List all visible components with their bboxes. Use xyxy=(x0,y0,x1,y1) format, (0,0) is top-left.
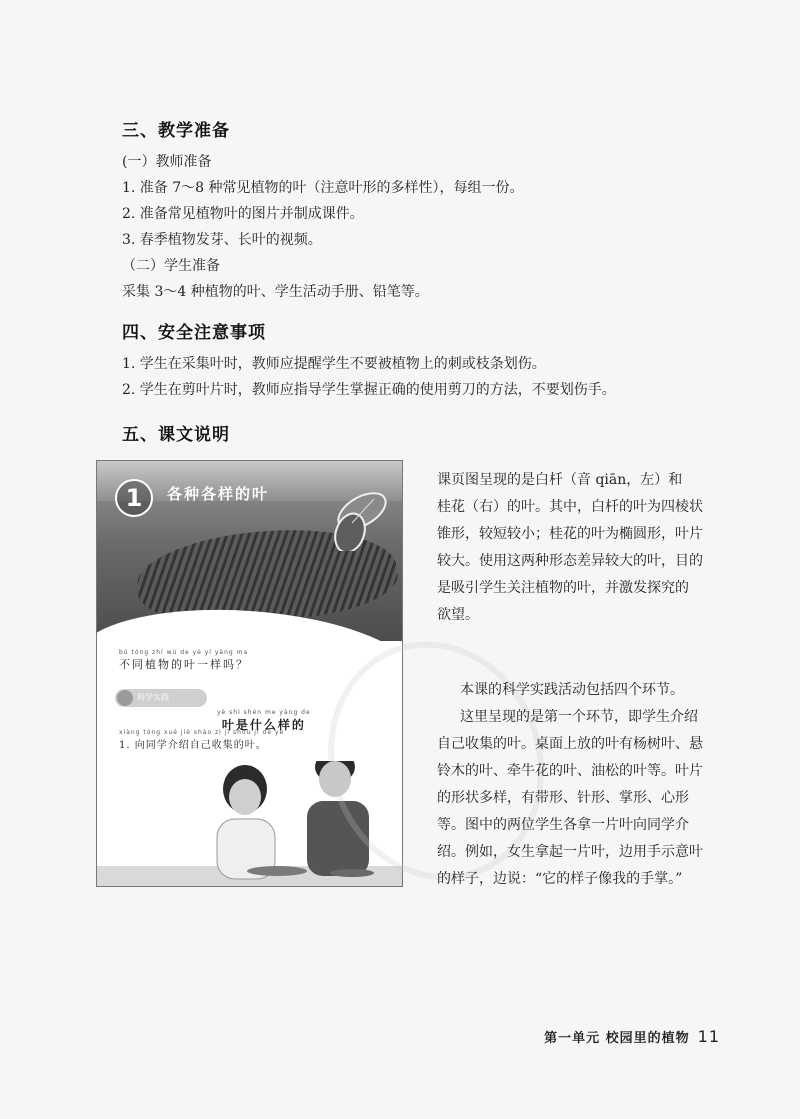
person-icon xyxy=(117,690,133,706)
tree-photo xyxy=(97,461,402,641)
p2-line-6: 等。图中的两位学生各拿一片叶向同学介 xyxy=(437,817,689,833)
s3-line-1: (一）教师准备 xyxy=(122,154,212,170)
activity-1-text: 1. 向同学介绍自己收集的叶。 xyxy=(119,740,267,751)
s3-line-4: 3. 春季植物发芽、长叶的视频。 xyxy=(122,232,322,248)
section-title-teaching-prep: 三、教学准备 xyxy=(122,121,230,141)
page-number: 11 xyxy=(697,1027,720,1046)
question-text: 不同植物的叶一样吗？ xyxy=(119,658,249,671)
p2-line-3: 自己收集的叶。桌面上放的叶有杨树叶、悬 xyxy=(437,736,703,752)
p1-line-4: 较大。使用这两种形态差异较大的叶，目的 xyxy=(437,553,703,569)
science-practice-tag xyxy=(115,689,207,707)
lesson-title: 各种各样的叶 xyxy=(167,485,270,503)
p2-line-1: 本课的科学实践活动包括四个环节。 xyxy=(460,682,684,698)
p1-line-6: 欲望。 xyxy=(437,607,479,623)
activity-1-pinyin: xiàng tóng xué jiè shào zì jǐ shōu jí de yè xyxy=(119,729,285,736)
section-title-safety: 四、安全注意事项 xyxy=(122,323,266,343)
section-title-text-notes: 五、课文说明 xyxy=(122,425,230,445)
science-practice-label: 科学实践 xyxy=(137,693,169,702)
unit-label: 第一单元 校园里的植物 xyxy=(544,1031,690,1046)
s4-line-2: 2. 学生在剪叶片时，教师应指导学生掌握正确的使用剪刀的方法，不要划伤手。 xyxy=(122,382,616,398)
book-question xyxy=(119,649,249,672)
p2-line-7: 绍。例如，女生拿起一片叶，边用手示意叶 xyxy=(437,844,703,860)
s3-line-3: 2. 准备常见植物叶的图片并制成课件。 xyxy=(122,206,364,222)
p2-line-8: 的样子，边说：“它的样子像我的手掌。” xyxy=(437,871,683,887)
p1-line-5: 是吸引学生关注植物的叶，并激发探究的 xyxy=(437,580,689,596)
p2-line-2: 这里呈现的是第一个环节，即学生介绍 xyxy=(460,709,698,725)
p2-line-4: 铃木的叶、牵牛花的叶、油松的叶等。叶片 xyxy=(437,763,703,779)
p1-line-2: 桂花（右）的叶。其中，白杄的叶为四棱状 xyxy=(437,499,703,515)
p1-line-1: 课页图呈现的是白杄（音 qiān，左）和 xyxy=(437,472,683,488)
p1-line-3: 锥形，较短较小；桂花的叶为椭圆形，叶片 xyxy=(437,526,703,542)
activity-title-pinyin: yè shì shén me yàng de xyxy=(217,709,311,716)
page-footer xyxy=(544,1027,720,1046)
osmanthus-leaf-icon xyxy=(322,481,397,551)
lesson-number: 1 xyxy=(115,479,153,517)
activity-title: 叶是什么样的 xyxy=(221,718,306,732)
s3-line-5: （二）学生准备 xyxy=(122,258,220,274)
s3-line-6: 采集 3～4 种植物的叶、学生活动手册、铅笔等。 xyxy=(122,284,429,300)
s4-line-1: 1. 学生在采集叶时，教师应提醒学生不要被植物上的刺或枝条划伤。 xyxy=(122,356,546,372)
question-pinyin: bù tóng zhí wù de yè yí yàng ma xyxy=(119,649,249,656)
activity-1-block xyxy=(119,729,284,751)
p2-line-5: 的形状多样，有带形、针形、掌形、心形 xyxy=(437,790,689,806)
s3-line-2: 1. 准备 7～8 种常见植物的叶（注意叶形的多样性），每组一份。 xyxy=(122,180,524,196)
